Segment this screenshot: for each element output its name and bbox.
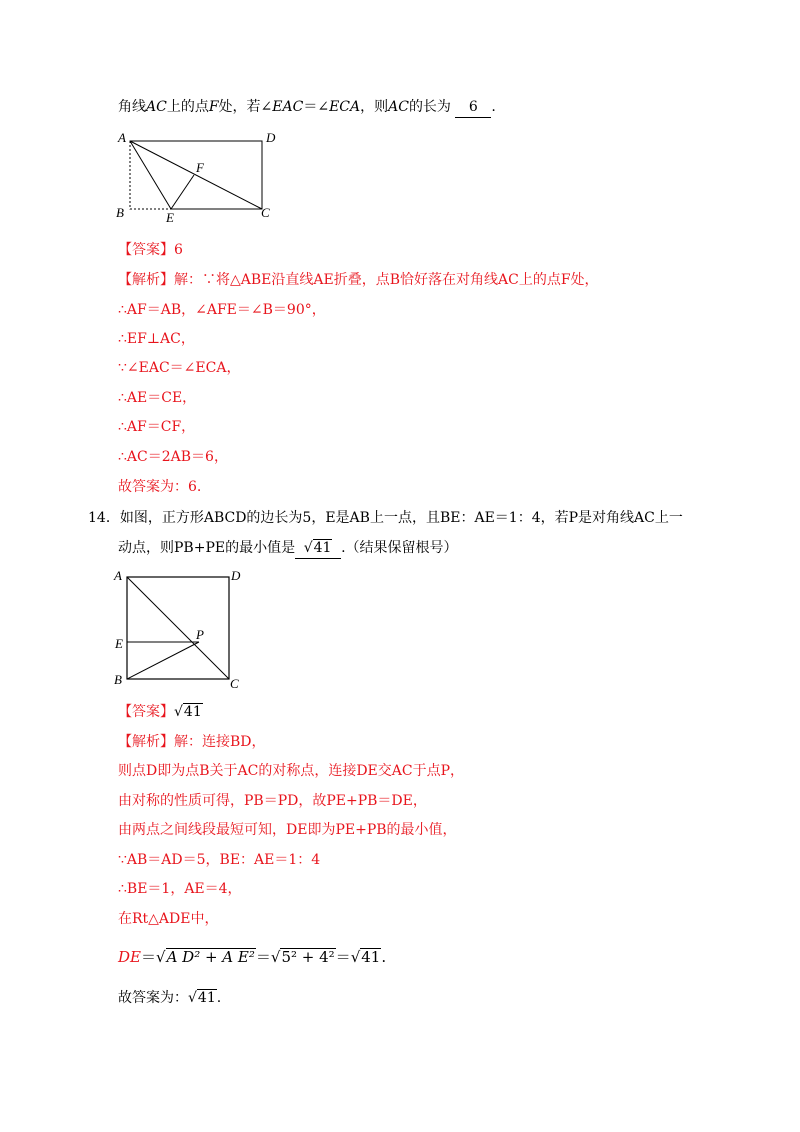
prev-answer: 【答案】6 xyxy=(118,242,183,258)
prev-analysis-line-3: ∴EF⊥AC， xyxy=(118,331,195,347)
label-D: D xyxy=(266,130,276,145)
label-C: C xyxy=(261,205,270,220)
label-C: C xyxy=(230,676,239,691)
q14-analysis-line-7: 在Rt△ADE中， xyxy=(118,911,219,927)
label-B: B xyxy=(116,205,124,220)
q14-line-1: 14．如图，正方形ABCD的边长为5，E是AB上一点，且BE：AE＝1：4，若P是对角线AC上一 xyxy=(88,510,683,526)
q14-analysis-line-4: 由两点之间线段最短可知，DE即为PE+PB的最小值， xyxy=(118,822,457,838)
answer-blank: 6 xyxy=(455,97,491,118)
label-D: D xyxy=(231,568,241,583)
label-A: A xyxy=(114,568,122,583)
prev-final-answer: 故答案为：6. xyxy=(118,479,202,495)
rectangle-fold-figure xyxy=(112,128,282,228)
q14-analysis-line-2: 则点D即为点B关于AC的对称点，连接DE交AC于点P， xyxy=(118,763,465,779)
prev-analysis-line-5: ∴AE＝CE， xyxy=(118,390,197,406)
prev-analysis-line-4: ∵∠EAC＝∠ECA， xyxy=(118,360,241,376)
prev-analysis-line-6: ∴AF＝CF， xyxy=(118,419,196,435)
q14-analysis-line-3: 由对称的性质可得，PB＝PD，故PE+PB＝DE， xyxy=(118,793,427,809)
label-E: E xyxy=(166,210,174,225)
label-A: A xyxy=(118,130,126,145)
label-F: F xyxy=(196,160,204,175)
prev-analysis-line-2: ∴AF＝AB，∠AFE＝∠B＝90°， xyxy=(118,302,326,318)
q14-answer-blank: √41 xyxy=(295,538,341,559)
q14-analysis-line-1: 【解析】解：连接BD， xyxy=(118,734,266,750)
q14-final-answer: 故答案为：√41. xyxy=(118,990,222,1006)
square-figure xyxy=(110,566,260,691)
q14-answer: 【答案】√41 xyxy=(118,704,202,720)
q14-analysis-line-5: ∵AB＝AD＝5，BE：AE＝1：4 xyxy=(118,852,321,868)
prev-question-line: 角线AC上的点F处，若∠EAC＝∠ECA，则AC的长为 6 . xyxy=(118,97,496,118)
label-P: P xyxy=(196,627,204,642)
q14-formula: DE＝√A D² + A E²＝√5² + 4²＝√41. xyxy=(118,948,387,966)
prev-analysis-line-1: 【解析】解：∵将△ABE沿直线AE折叠，点B恰好落在对角线AC上的点F处， xyxy=(118,272,599,288)
label-B: B xyxy=(114,672,122,687)
q14-analysis-line-6: ∴BE＝1，AE＝4， xyxy=(118,881,242,897)
label-E: E xyxy=(115,636,123,651)
prev-analysis-line-7: ∴AC＝2AB＝6， xyxy=(118,449,228,465)
q14-line-2: 动点，则PB+PE的最小值是 √41 .（结果保留根号） xyxy=(118,538,458,559)
